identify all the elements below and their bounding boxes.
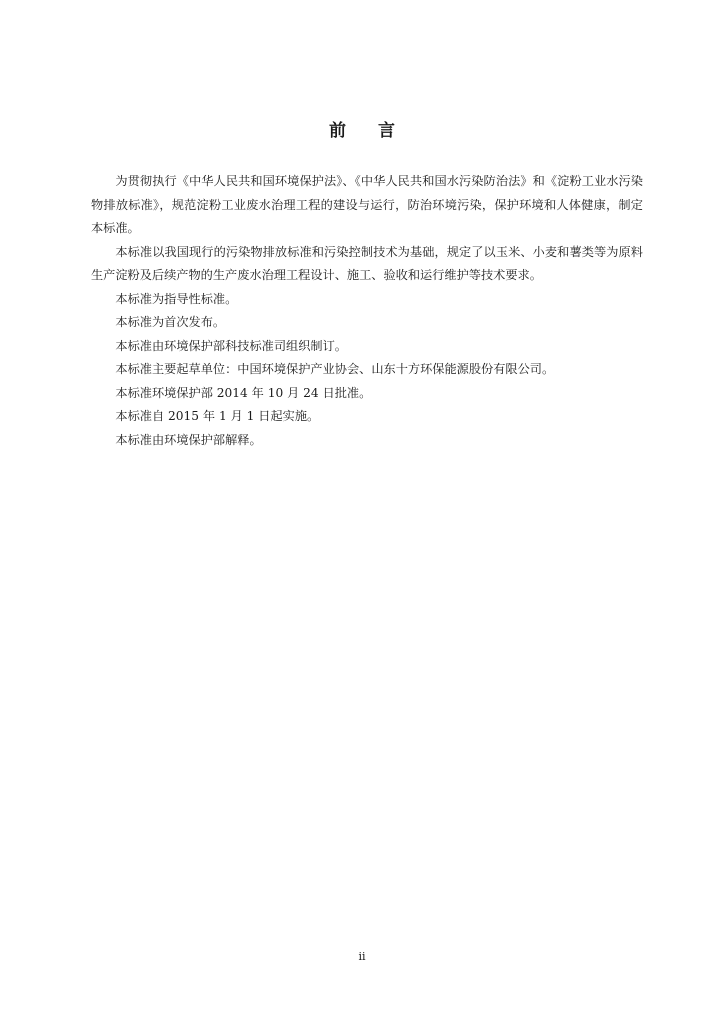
paragraph-approval: 本标准环境保护部 2014 年 10 月 24 日批准。 (115, 385, 372, 400)
paragraph-release: 本标准为首次发布。 (115, 315, 226, 329)
page-number: ii (358, 950, 366, 963)
page-title: 前言 (329, 121, 427, 141)
paragraph-scope: 本标准以我国现行的污染物排放标准和污染控制技术为基础，规定了以玉米、小麦和薯类等为原料生产淀粉及后续产物的生产废水治理工程设计、施工、验收和运行维护等技术要求。 (91, 244, 643, 282)
paragraph-interpretation: 本标准由环境保护部解释。 (115, 432, 262, 447)
document-body (91, 170, 643, 452)
paragraph-nature: 本标准为指导性标准。 (115, 291, 238, 306)
paragraph-effective-date: 本标准自 2015 年 1 月 1 日起实施。 (115, 409, 320, 423)
paragraph-organizer: 本标准由环境保护部科技标准司组织制订。 (115, 338, 347, 353)
paragraph-drafters: 本标准主要起草单位：中国环境保护产业协会、山东十方环保能源股份有限公司。 (115, 362, 555, 376)
paragraph-purpose: 为贯彻执行《中华人民共和国环境保护法》、《中华人民共和国水污染防治法》和《淀粉工业水污染物排放标准》，规范淀粉工业废水治理工程的建设与运行，防治环境污染，保护环境和人体健康，制定本标准。 (91, 174, 643, 235)
